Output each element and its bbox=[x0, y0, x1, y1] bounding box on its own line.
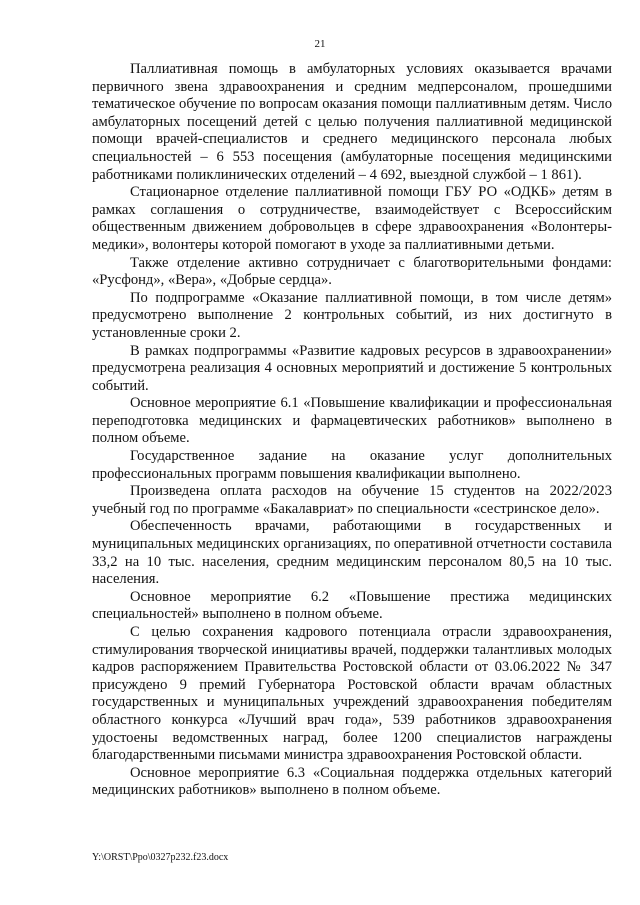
paragraph-awards: С целью сохранения кадрового потенциала отрасли здравоохранения, стимулирования творческой инициативы врачей, поддержки талантливых молодых кадров распоряжением Правительства Ростовской области от 03.06.2022 № 347 присуждено 9 премий Губернатора Ростовской области врачам областных государственных и муниципальных учреждений здравоохранения победителям областного конкурса «Лучший врач года», 539 работников здравоохранения удостоены ведомственных наград, более 1200 специалистов награждены благодарственными письмами министра здравоохранения Ростовской области. bbox=[92, 624, 612, 764]
footer-file-path: Y:\ORST\Ppo\0327p232.f23.docx bbox=[92, 852, 229, 863]
page-number: 21 bbox=[314, 38, 326, 50]
paragraph-activity-6-3: Основное мероприятие 6.3 «Социальная поддержка отдельных категорий медицинских работников» выполнено в полном объеме. bbox=[92, 764, 612, 799]
paragraph-state-assignment: Государственное задание на оказание услуг дополнительных профессиональных программ повышения квалификации выполнено. bbox=[92, 448, 612, 482]
paragraph-inpatient-volunteers: Стационарное отделение паллиативной помощи ГБУ РО «ОДКБ» детям в рамках соглашения о сотрудничестве, взаимодействует с Всероссийским общественным движением добровольцев в сфере здравоохранения «Волонтеры-медики», волонтеры которой помогают в уходе за паллиативными детьми. bbox=[92, 184, 612, 253]
paragraph-charity-funds: Также отделение активно сотрудничает с благотворительными фондами: «Русфонд», «Вера», «Добрые сердца». bbox=[92, 254, 612, 289]
paragraph-staffing-ratio: Обеспеченность врачами, работающими в государственных и муниципальных медицинских организациях, по оперативной отчетности составила 33,2 на 10 тыс. населения, средним медицинским персоналом 80,5 на 10 тыс. населения. bbox=[92, 518, 612, 588]
paragraph-activity-6-1: Основное мероприятие 6.1 «Повышение квалификации и профессиональная переподготовка медицинских и фармацевтических работников» выполнено в полном объеме. bbox=[92, 395, 612, 447]
document-body bbox=[92, 61, 612, 800]
paragraph-personnel-subprogram: В рамках подпрограммы «Развитие кадровых ресурсов в здравоохранении» предусмотрена реализация 4 основных мероприятий и достижение 5 контрольных событий. bbox=[92, 342, 612, 394]
paragraph-palliative-subprogram: По подпрограмме «Оказание паллиативной помощи, в том числе детям» предусмотрено выполнение 2 контрольных событий, из них достигнуто в установленные сроки 2. bbox=[92, 289, 612, 341]
paragraph-activity-6-2: Основное мероприятие 6.2 «Повышение престижа медицинских специальностей» выполнено в полном объеме. bbox=[92, 588, 612, 623]
paragraph-palliative-outpatient: Паллиативная помощь в амбулаторных условиях оказывается врачами первичного звена здравоохранения и средним медперсоналом, прошедшими тематическое обучение по вопросам оказания помощи паллиативным детям. Число амбулаторных посещений детей с целью получения паллиативной медицинской помощи врачей-специалистов и среднего медицинского персонала любых специальностей – 6 553 посещения (амбулаторные посещения медицинскими работниками поликлинических отделений – 4 692, выездной службой – 1 861). bbox=[92, 61, 612, 183]
paragraph-student-training: Произведена оплата расходов на обучение 15 студентов на 2022/2023 учебный год по программе «Бакалавриат» по специальности «сестринское дело». bbox=[92, 483, 612, 517]
